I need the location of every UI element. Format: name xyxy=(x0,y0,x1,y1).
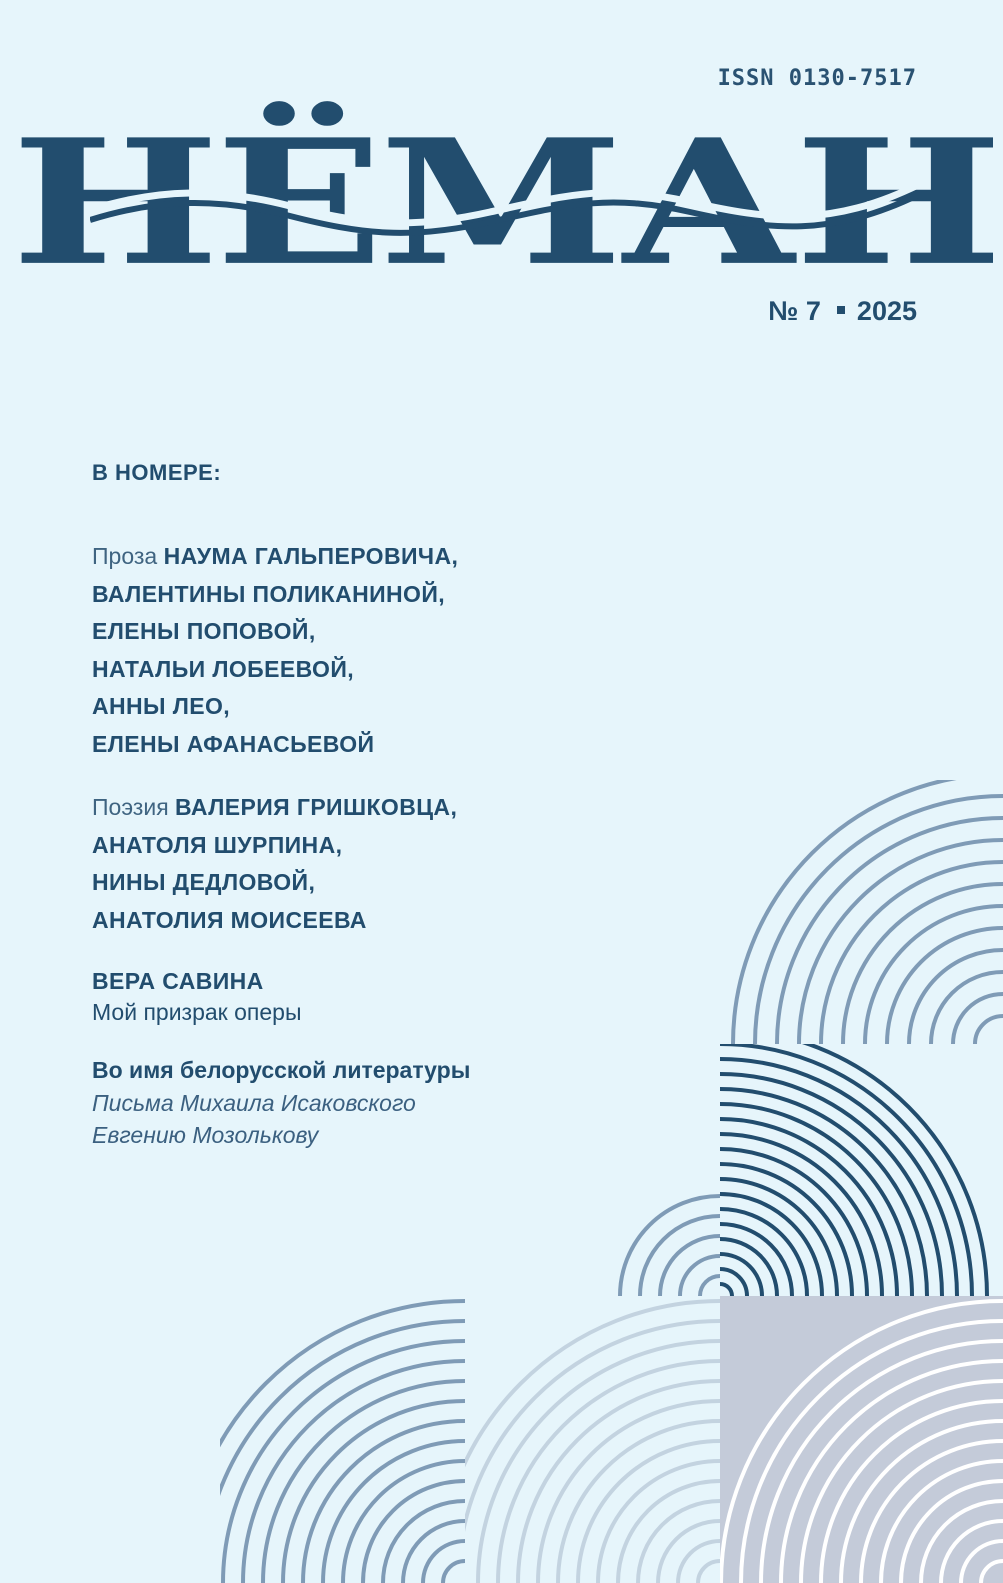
arc-group xyxy=(183,1301,747,1583)
author-name: АННЫ ЛЕО, xyxy=(92,693,231,719)
issue-number: № 7 xyxy=(768,296,821,326)
author-name: НИНЫ ДЕДЛОВОЙ, xyxy=(92,869,316,895)
issn-number: ISSN 0130-7517 xyxy=(717,66,917,91)
author-name: ВАЛЕНТИНЫ ПОЛИКАНИНОЙ, xyxy=(92,580,446,607)
author-name: НАУМА ГАЛЬПЕРОВИЧА, xyxy=(163,543,459,569)
magazine-title: НЁМАН xyxy=(11,101,999,304)
feature-title: Мой призрак оперы xyxy=(92,999,302,1025)
arc-ring xyxy=(975,1016,1003,1072)
arc-ring xyxy=(243,1361,687,1583)
issue-year: 2025 xyxy=(856,296,917,326)
feature-author: ВЕРА САВИНА xyxy=(92,968,264,994)
letters-title: Во имя белорусской литературы xyxy=(92,1057,471,1083)
author-name: ВАЛЕРИЯ ГРИШКОВЦА, xyxy=(175,794,458,820)
arc-ring xyxy=(909,950,1003,1138)
author-name: ЕЛЕНЫ АФАНАСЬЕВОЙ xyxy=(92,730,375,757)
poetry-label: Поэзия xyxy=(92,794,169,820)
letters-subtitle: Евгению Мозолькову xyxy=(92,1122,319,1148)
contents-heading: В НОМЕРЕ: xyxy=(92,460,222,485)
author-name: ЕЛЕНЫ ПОПОВОЙ, xyxy=(92,618,316,644)
author-name: АНАТОЛЯ ШУРПИНА, xyxy=(92,831,343,858)
arc-ring xyxy=(953,994,1003,1094)
author-name: НАТАЛЬИ ЛОБЕЕВОЙ, xyxy=(92,655,355,682)
prose-label: Проза xyxy=(92,543,158,569)
letters-subtitle: Письма Михаила Исаковского xyxy=(92,1090,416,1116)
author-name: АНАТОЛИЯ МОИСЕЕВА xyxy=(92,906,367,933)
